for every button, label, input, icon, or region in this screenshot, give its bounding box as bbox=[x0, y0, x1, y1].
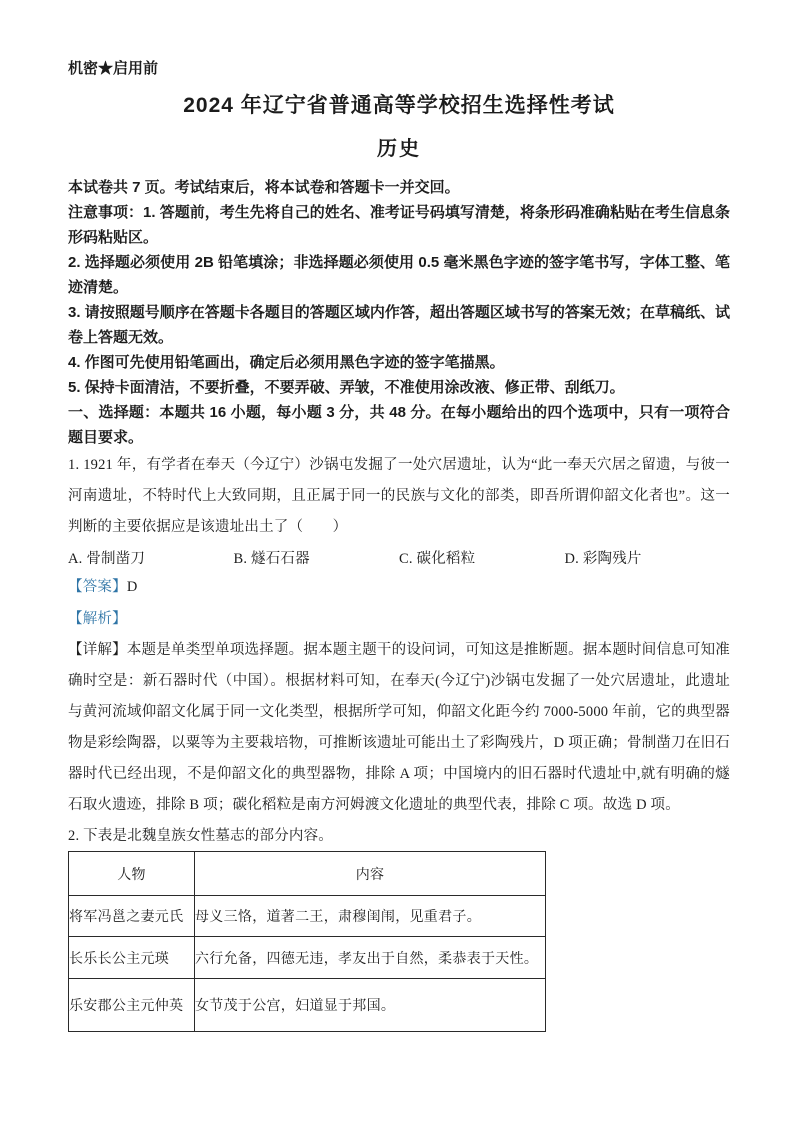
section-one-header: 一、选择题：本题共 16 小题，每小题 3 分，共 48 分。在每小题给出的四个选项中，只有一项符合题目要求。 bbox=[68, 404, 730, 446]
question1-answer-line bbox=[68, 571, 730, 603]
instruction-item-1: 注意事项：1. 答题前，考生先将自己的姓名、准考证号码填写清楚，将条形码准确粘贴在考生信息条形码粘贴区。 bbox=[68, 204, 730, 246]
table-cell-content: 女节茂于公宫，妇道显于邦国。 bbox=[195, 979, 546, 1032]
exam-subject: 历史 bbox=[377, 138, 421, 160]
table-row bbox=[69, 979, 546, 1032]
instruction-item-3: 3. 请按照题号顺序在答题卡各题目的答题区域内作答，超出答题区域书写的答案无效；在草稿纸、试卷上答题无效。 bbox=[68, 304, 730, 346]
question1-options bbox=[68, 543, 730, 571]
question1-explanation: 【详解】本题是单类型单项选择题。据本题主题干的设问词，可知这是推断题。据本题时间信息可知准确时空是：新石器时代（中国）。根据材料可知，在奉天(今辽宁)沙锅屯发掘了一处穴居遗址，此遗址与黄河流域仰韶文化属于同一文化类型，根据所学可知，仰韶文化距今约 7000-5000 年前，它的典型器物是彩绘陶器，以粟等为主要栽培物，可推断该遗址可能出土了彩陶残片，D 项正确；骨制凿刀在旧石器时代已经出现，不是仰韶文化的典型器物，排除 A 项；中国境内的旧石器时代遗址中,就有明确的燧石取火遗迹，排除 B 项；碳化稻粒是南方河姆渡文化遗址的典型代表，排除 C 项。故选 D 项。 bbox=[68, 642, 730, 813]
question1-option-c: C. 碳化稻粒 bbox=[399, 550, 476, 567]
instructions-block bbox=[68, 175, 730, 450]
analysis-label: 【解析】 bbox=[68, 611, 127, 627]
instruction-item-4: 4. 作图可先使用铅笔画出，确定后必须用黑色字迹的签字笔描黑。 bbox=[68, 354, 505, 371]
question1-option-d: D. 彩陶残片 bbox=[564, 550, 642, 567]
exam-title: 2024 年辽宁省普通高等学校招生选择性考试 bbox=[183, 94, 615, 117]
instruction-item-2: 2. 选择题必须使用 2B 铅笔填涂；非选择题必须使用 0.5 毫米黑色字迹的签字笔书写，字体工整、笔迹清楚。 bbox=[68, 254, 730, 296]
table-header-person: 人物 bbox=[69, 852, 195, 896]
table-row bbox=[69, 896, 546, 937]
question2-stem: 2. 下表是北魏皇族女性墓志的部分内容。 bbox=[68, 828, 333, 844]
table-cell-person: 长乐长公主元瑛 bbox=[69, 937, 195, 979]
question1-option-a: A. 骨制凿刀 bbox=[68, 550, 146, 567]
answer-value: D bbox=[126, 579, 138, 595]
secrecy-notice: 机密★启用前 bbox=[68, 60, 159, 77]
table-row bbox=[69, 937, 546, 979]
question1-stem: 1. 1921 年，有学者在奉天（今辽宁）沙锅屯发掘了一处穴居遗址，认为“此一奉天穴居之留遗，与彼一河南遗址，不特时代上大致同期，且正属于同一的民族与文化的部类，即吾所谓仰韶文化者也”。这一判断的主要依据应是该遗址出土了（ ） bbox=[68, 457, 730, 535]
table-cell-person: 乐安郡公主元仲英 bbox=[69, 979, 195, 1032]
table-header-row bbox=[69, 852, 546, 896]
instruction-item-5: 5. 保持卡面清洁，不要折叠，不要弄破、弄皱，不准使用涂改液、修正带、刮纸刀。 bbox=[68, 379, 625, 396]
question1-analysis-line bbox=[68, 603, 730, 635]
instruction-return-notice: 本试卷共 7 页。考试结束后，将本试卷和答题卡一并交回。 bbox=[68, 179, 460, 196]
table-cell-person: 将军冯邕之妻元氏 bbox=[69, 896, 195, 937]
table-cell-content: 六行允备，四德无违，孝友出于自然，柔恭表于天性。 bbox=[195, 937, 546, 979]
table-header-content: 内容 bbox=[195, 852, 546, 896]
table-cell-content: 母义三恪，道著二王，肃穆闺闱，见重君子。 bbox=[195, 896, 546, 937]
question2-epitaph-table bbox=[68, 851, 546, 1032]
answer-label: 【答案】 bbox=[68, 579, 127, 595]
question1-option-b: B. 燧石石器 bbox=[233, 550, 310, 567]
